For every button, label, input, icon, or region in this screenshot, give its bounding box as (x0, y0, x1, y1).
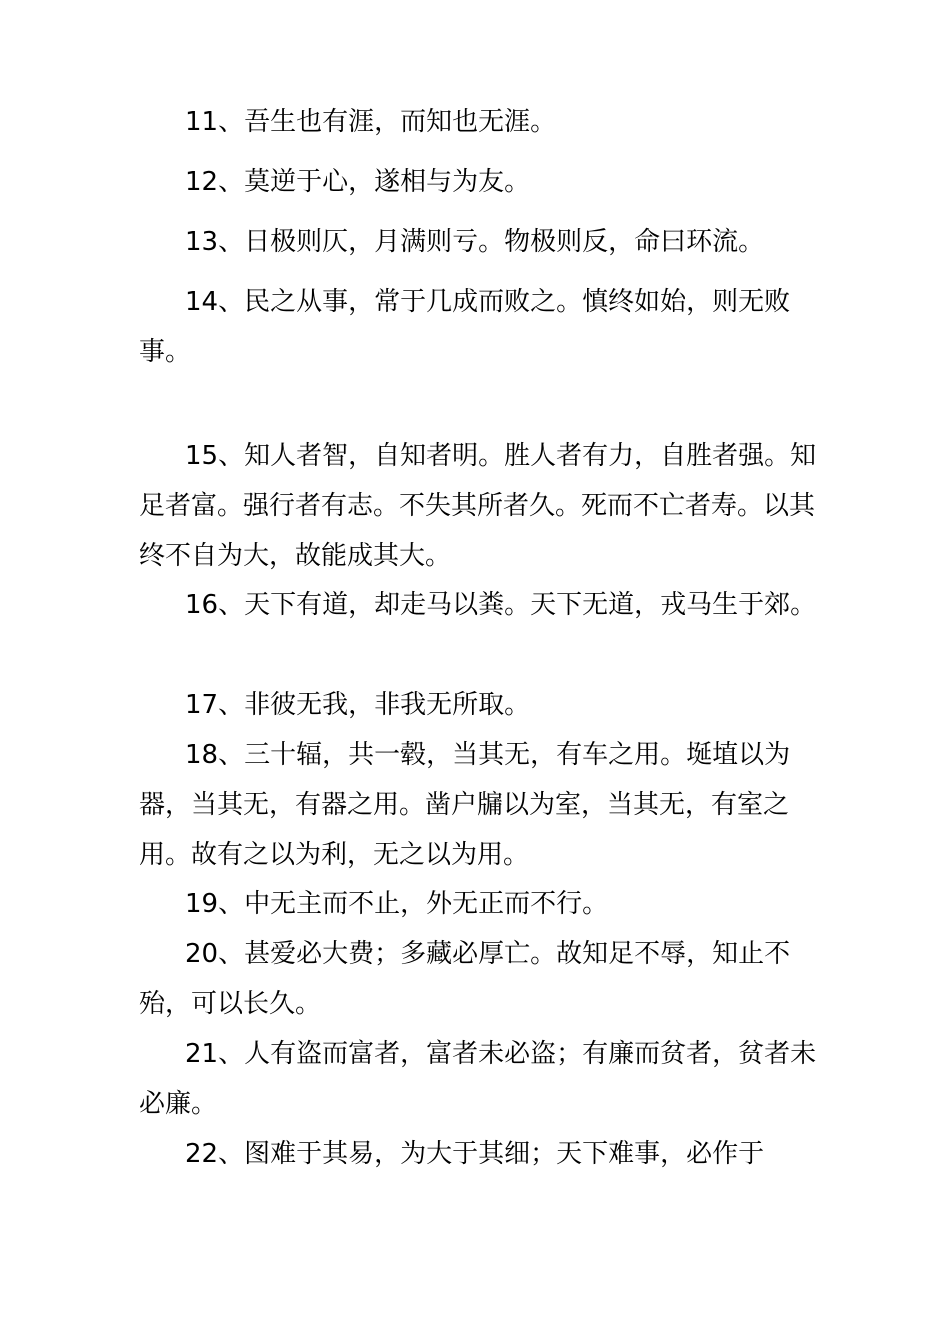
paragraph-16: 16、天下有道，却走马以粪。天下无道，戎马生于郊。 (185, 590, 817, 620)
paragraph-21: 21、人有盗而富者，富者未必盗；有廉而贫者，贫者未必廉。 (139, 1039, 817, 1119)
paragraph-15: 15、知人者智，自知者明。胜人者有力，自胜者强。知足者富。强行者有志。不失其所者久。死而不亡者寿。以其终不自为大，故能成其大。 (139, 441, 817, 571)
paragraph-12: 12、莫逆于心，遂相与为友。 (185, 167, 531, 197)
paragraph-20: 20、甚爱必大费；多藏必厚亡。故知足不辱，知止不殆，可以长久。 (139, 939, 791, 1019)
paragraph-19: 19、中无主而不止，外无正而不行。 (185, 889, 609, 919)
paragraph-11: 11、吾生也有涯，而知也无涯。 (185, 107, 557, 137)
paragraph-22: 22、图难于其易，为大于其细；天下难事，必作于 (185, 1139, 765, 1169)
paragraph-14: 14、民之从事，常于几成而败之。慎终如始，则无败事。 (139, 287, 791, 367)
paragraph-17: 17、非彼无我，非我无所取。 (185, 690, 531, 720)
paragraph-13: 13、日极则仄，月满则亏。物极则反，命曰环流。 (185, 227, 765, 257)
paragraph-18: 18、三十辐，共一毂，当其无，有车之用。埏埴以为器，当其无，有器之用。凿户牖以为室，当其无，有室之用。故有之以为利，无之以为用。 (139, 740, 791, 870)
